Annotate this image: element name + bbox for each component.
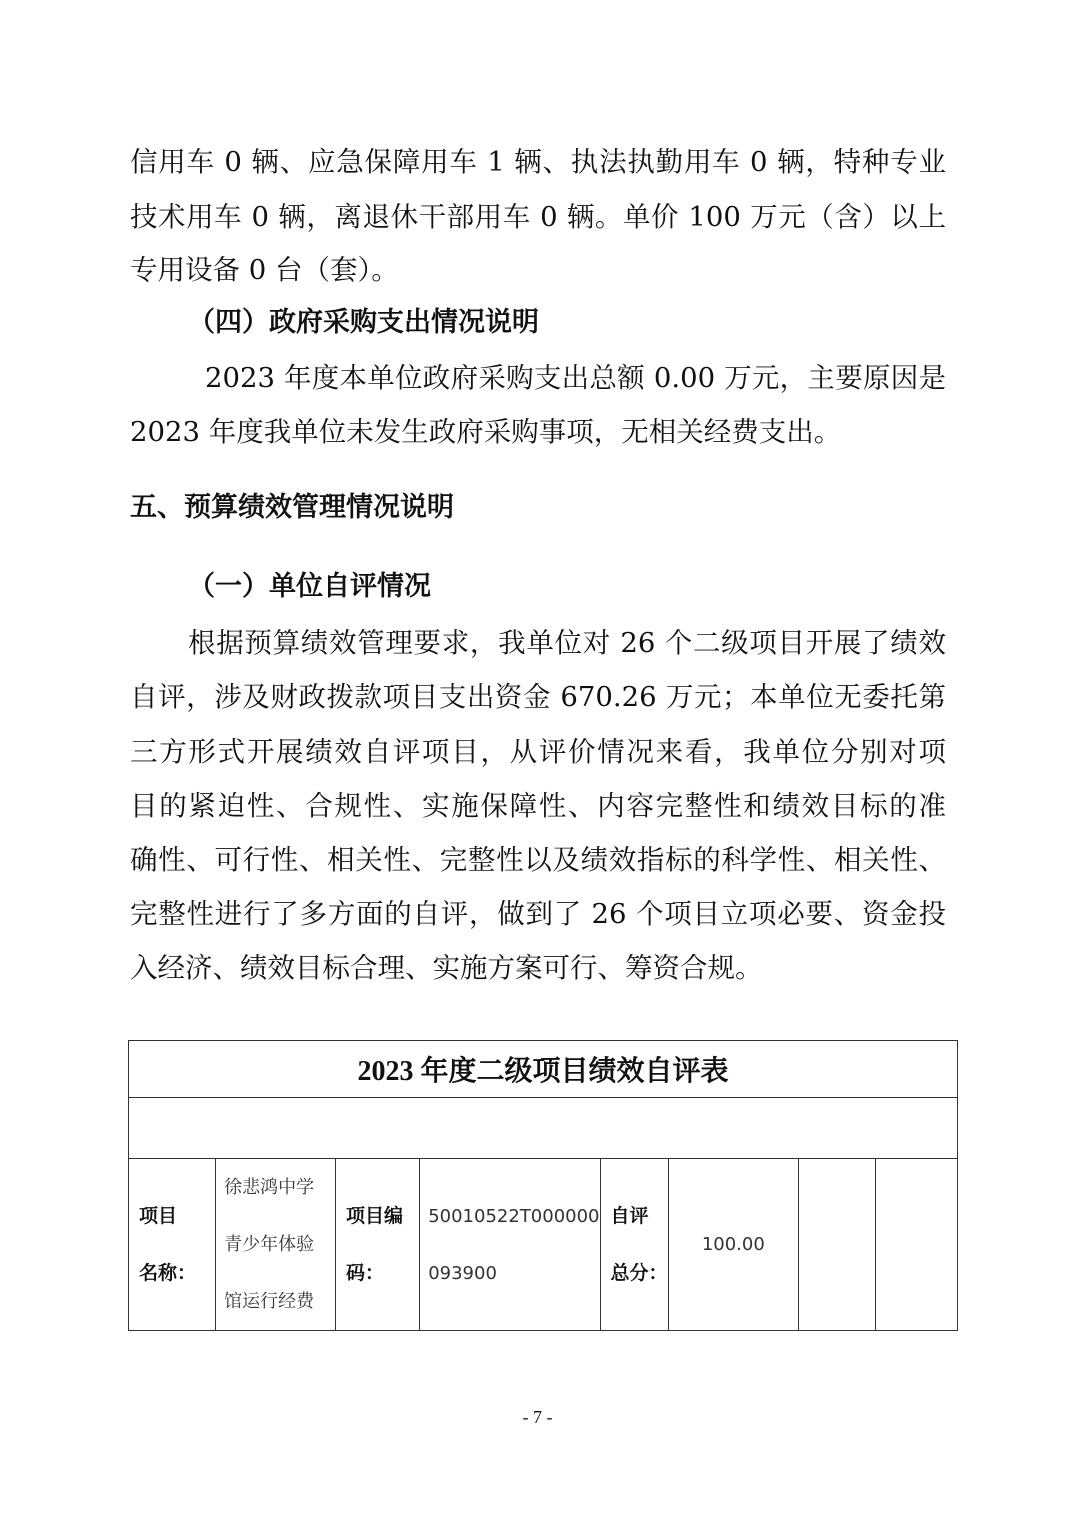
score-value: 100.00: [669, 1159, 799, 1331]
performance-table: [128, 1040, 958, 1331]
project-code-value: [420, 1159, 600, 1331]
project-code-label-line-2: 码：: [346, 1261, 385, 1284]
self-eval-line-3: 三方形式开展绩效自评项目，从评价情况来看，我单位分别对项: [130, 736, 946, 768]
self-eval-line-5: 确性、可行性、相关性、完整性以及绩效指标的科学性、相关性、: [130, 844, 946, 876]
score-label: [600, 1159, 669, 1331]
project-name-value-line-3: 馆运行经费: [224, 1291, 315, 1312]
procurement-line-1: 2023 年度本单位政府采购支出总额 0.00 万元，主要原因是: [205, 362, 946, 394]
vehicles-line-1: 信用车 0 辆、应急保障用车 1 辆、执法执勤用车 0 辆，特种专业: [130, 146, 946, 178]
project-name-label: [129, 1159, 216, 1331]
page-number: - 7 -: [522, 1407, 553, 1427]
project-name-value: [216, 1159, 336, 1331]
project-name-label-line-1: 项目: [139, 1204, 178, 1227]
vehicles-line-2: 技术用车 0 辆，离退休干部用车 0 辆。单价 100 万元（含）以上: [130, 201, 946, 233]
self-eval-line-4: 目的紧迫性、合规性、实施保障性、内容完整性和绩效目标的准: [130, 790, 946, 822]
self-eval-line-2: 自评，涉及财政拨款项目支出资金 670.26 万元；本单位无委托第: [130, 681, 946, 713]
self-eval-line-6: 完整性进行了多方面的自评，做到了 26 个项目立项必要、资金投: [130, 898, 946, 930]
project-code-value-line-2: 093900: [428, 1262, 497, 1284]
score-label-line-1: 自评: [610, 1204, 649, 1227]
project-name-value-line-1: 徐悲鸿中学: [224, 1177, 315, 1198]
section-4-heading: （四）政府采购支出情况说明: [188, 307, 539, 338]
project-name-label-line-2: 名称：: [139, 1261, 197, 1284]
project-code-label-line-1: 项目编: [346, 1204, 404, 1227]
section-1-heading: （一）单位自评情况: [188, 571, 431, 602]
table-title: 2023 年度二级项目绩效自评表: [129, 1041, 958, 1098]
table-blank-row: [129, 1098, 958, 1159]
project-code-value-line-1: 50010522T000000: [428, 1205, 600, 1227]
table-row: [129, 1159, 958, 1331]
self-eval-line-1: 根据预算绩效管理要求，我单位对 26 个二级项目开展了绩效: [188, 627, 946, 659]
vehicles-line-3: 专用设备 0 台（套）。: [130, 254, 399, 286]
procurement-line-2: 2023 年度我单位未发生政府采购事项，无相关经费支出。: [130, 416, 842, 448]
score-label-line-2: 总分：: [610, 1261, 668, 1284]
empty-cell: [798, 1159, 875, 1331]
empty-cell: [875, 1159, 957, 1331]
chapter-5-heading: 五、预算绩效管理情况说明: [130, 492, 454, 523]
project-name-value-line-2: 青少年体验: [224, 1234, 315, 1255]
project-code-label: [336, 1159, 420, 1331]
self-eval-line-7: 入经济、绩效目标合理、实施方案可行、筹资合规。: [130, 952, 763, 984]
